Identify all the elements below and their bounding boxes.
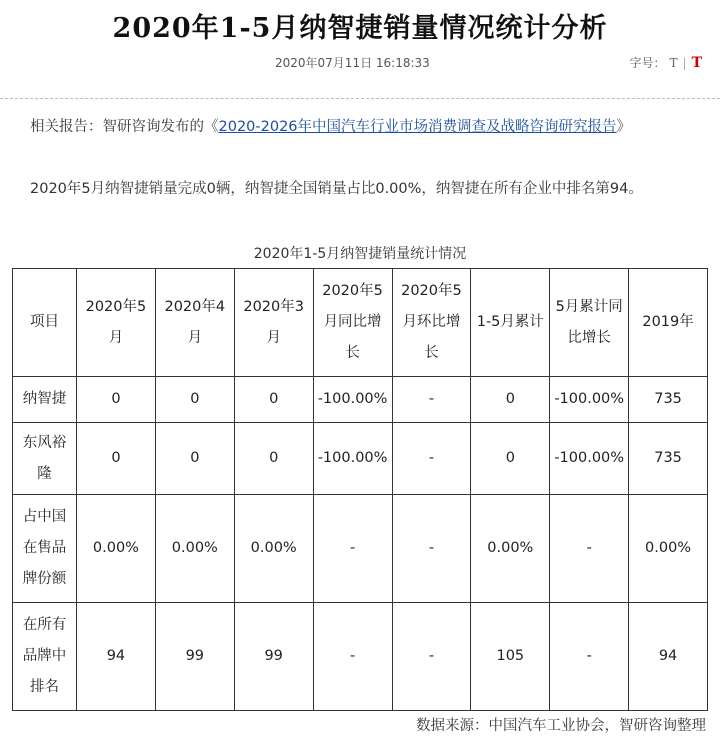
table-caption: 2020年1-5月纳智捷销量统计情况 bbox=[253, 246, 467, 262]
table-row bbox=[13, 495, 708, 603]
header-cell: 2020年5月环比增长 bbox=[392, 269, 471, 377]
sales-table bbox=[12, 268, 708, 711]
font-large-button[interactable]: T bbox=[691, 55, 702, 71]
font-small-button[interactable]: T bbox=[669, 56, 678, 70]
header-cell: 2020年3月 bbox=[234, 269, 313, 377]
article-title: 2020年1-5月纳智捷销量情况统计分析 bbox=[112, 13, 608, 44]
table-cell: - bbox=[392, 495, 471, 603]
table-cell: 在所有品牌中排名 bbox=[13, 603, 77, 711]
related-report-prefix: 相关报告：智研咨询发布的《 bbox=[30, 119, 219, 135]
table-cell: -100.00% bbox=[550, 377, 629, 423]
header-cell: 2020年4月 bbox=[155, 269, 234, 377]
header-cell: 1-5月累计 bbox=[471, 269, 550, 377]
table-cell: 0.00% bbox=[471, 495, 550, 603]
data-source: 数据来源：中国汽车工业协会，智研咨询整理 bbox=[416, 718, 706, 734]
table-cell: 0 bbox=[471, 423, 550, 495]
table-cell: 0 bbox=[234, 423, 313, 495]
table-cell: 99 bbox=[234, 603, 313, 711]
font-size-label: 字号： bbox=[629, 56, 666, 70]
table-cell: -100.00% bbox=[313, 423, 392, 495]
table-cell: 0 bbox=[77, 423, 156, 495]
table-cell: 0 bbox=[234, 377, 313, 423]
related-report-suffix: 》 bbox=[616, 119, 632, 135]
table-cell: - bbox=[550, 603, 629, 711]
table-cell: 东风裕隆 bbox=[13, 423, 77, 495]
header-cell: 2019年 bbox=[629, 269, 708, 377]
table-cell: 占中国在售品牌份额 bbox=[13, 495, 77, 603]
table-cell: 94 bbox=[77, 603, 156, 711]
table-cell: - bbox=[550, 495, 629, 603]
related-report-paragraph bbox=[12, 115, 702, 140]
table-cell: 94 bbox=[629, 603, 708, 711]
report-link[interactable]: 2020-2026年中国汽车行业市场消费调查及战略咨询研究报告 bbox=[218, 119, 617, 135]
header-cell: 2020年5月同比增长 bbox=[313, 269, 392, 377]
table-cell: 纳智捷 bbox=[13, 377, 77, 423]
table-cell: 0 bbox=[155, 423, 234, 495]
table-row bbox=[13, 423, 708, 495]
table-cell: - bbox=[392, 377, 471, 423]
table-cell: - bbox=[313, 495, 392, 603]
table-cell: - bbox=[392, 423, 471, 495]
header-cell: 2020年5月 bbox=[77, 269, 156, 377]
table-cell: -100.00% bbox=[550, 423, 629, 495]
summary-paragraph: 2020年5月纳智捷销量完成0辆，纳智捷全国销量占比0.00%，纳智捷在所有企业中排名第94。 bbox=[30, 181, 643, 197]
table-row bbox=[13, 603, 708, 711]
table-cell: 0 bbox=[155, 377, 234, 423]
table-cell: -100.00% bbox=[313, 377, 392, 423]
header-divider bbox=[0, 98, 720, 99]
table-cell: - bbox=[392, 603, 471, 711]
table-cell: 0.00% bbox=[629, 495, 708, 603]
table-cell: 735 bbox=[629, 423, 708, 495]
publish-timestamp: 2020年07月11日 16:18:33 bbox=[275, 56, 430, 70]
table-cell: 0.00% bbox=[234, 495, 313, 603]
header-cell: 项目 bbox=[13, 269, 77, 377]
table-cell: 99 bbox=[155, 603, 234, 711]
header-cell: 5月累计同比增长 bbox=[550, 269, 629, 377]
font-size-control bbox=[630, 54, 703, 71]
table-row bbox=[13, 377, 708, 423]
table-cell: 0.00% bbox=[77, 495, 156, 603]
font-size-separator: | bbox=[682, 56, 687, 70]
table-header-row bbox=[13, 269, 708, 377]
table-cell: 0 bbox=[77, 377, 156, 423]
table-cell: 735 bbox=[629, 377, 708, 423]
table-cell: - bbox=[313, 603, 392, 711]
table-cell: 0.00% bbox=[155, 495, 234, 603]
table-cell: 0 bbox=[471, 377, 550, 423]
table-cell: 105 bbox=[471, 603, 550, 711]
